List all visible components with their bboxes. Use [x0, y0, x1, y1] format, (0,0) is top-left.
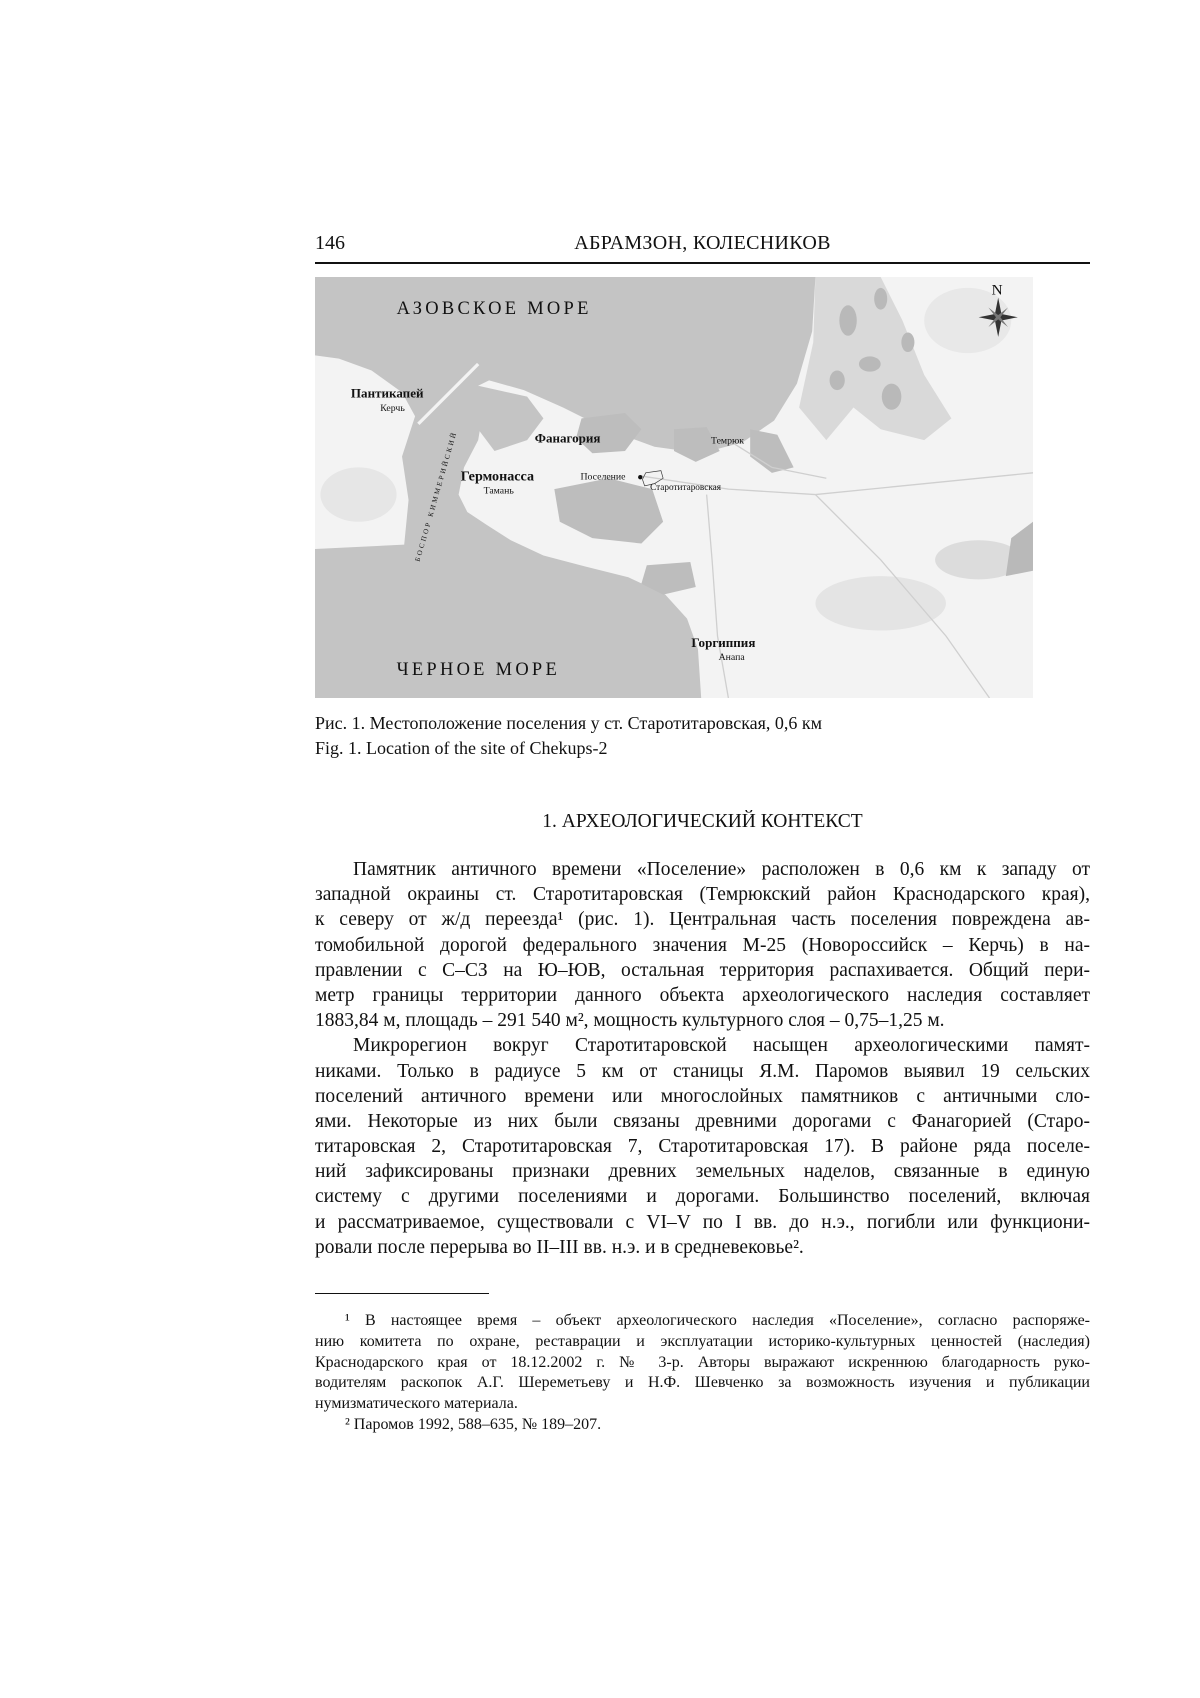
- figure-caption-en: Fig. 1. Location of the site of Chekups-2: [315, 736, 607, 760]
- footnote-rule: [315, 1293, 489, 1294]
- sea-label-azov: АЗОВСКОЕ МОРЕ: [397, 298, 592, 318]
- paragraph-line: метр границы территории данного объекта археологического наследия составляет: [315, 983, 1090, 1008]
- paragraph-line: томобильной дорогой федерального значения М-25 (Новороссийск – Керчь) в на-: [315, 933, 1090, 958]
- footnote-line: Краснодарского края от 18.12.2002 г. № 3-р. Авторы выражают искреннюю благодарность руко-: [315, 1353, 1090, 1374]
- paragraph-line: и рассматриваемое, существовали с VI–V по I вв. до н.э., погибли или функциони-: [315, 1210, 1090, 1235]
- place-germonassa: Гермонасса: [461, 468, 534, 484]
- body-text: [315, 857, 1090, 1260]
- footnote-line: нумизматического материала.: [315, 1394, 1090, 1415]
- settlement-marker: [638, 475, 642, 479]
- figure-caption-ru: Рис. 1. Местоположение поселения у ст. Старотитаровская, 0,6 км: [315, 711, 822, 735]
- place-gorgippia: Горгиппия: [691, 635, 755, 650]
- paragraph-line: западной окраины ст. Старотитаровская (Темрюкский район Краснодарского края),: [315, 882, 1090, 907]
- paragraph-line: ний зафиксированы признаки древних земельных наделов, связанные в единую: [315, 1159, 1090, 1184]
- header-rule: [315, 262, 1090, 264]
- place-fanagoria: Фанагория: [535, 430, 601, 445]
- paragraph-line: титаровская 2, Старотитаровская 7, Старотитаровская 17). В районе ряда поселе-: [315, 1134, 1090, 1159]
- footnote-line: ¹ В настоящее время – объект археологического наследия «Поселение», согласно распоряже-: [315, 1311, 1090, 1332]
- strait-label: БОСПОР КИММЕРИЙСКИЙ: [414, 430, 459, 563]
- place-temryuk: Темрюк: [711, 435, 744, 446]
- footnote-line: нию комитета по охране, реставрации и эксплуатации историко-культурных ценностей (наследия): [315, 1332, 1090, 1353]
- footnote-line: ² Паромов 1992, 588–635, № 189–207.: [315, 1415, 1090, 1436]
- section-heading: 1. АРХЕОЛОГИЧЕСКИЙ КОНТЕКСТ: [315, 811, 1090, 833]
- place-settlement: Поселение: [580, 471, 625, 482]
- paragraph-line: правлении с С–СЗ на Ю–ЮВ, остальная территория распахивается. Общий пери-: [315, 958, 1090, 983]
- paragraph-line: поселений античного времени или многослойных памятников с античными сло-: [315, 1084, 1090, 1109]
- place-starotitarovskaya: Старотитаровская: [650, 482, 722, 492]
- place-kerch: Керчь: [380, 403, 405, 414]
- paragraph-line: 1883,84 м, площадь – 291 540 м², мощность культурного слоя – 0,75–1,25 м.: [315, 1008, 1090, 1033]
- place-taman: Тамань: [484, 485, 515, 496]
- footnotes: [315, 1311, 1090, 1436]
- paragraph-line: никами. Только в радиусе 5 км от станицы Я.М. Паромов выявил 19 сельских: [315, 1059, 1090, 1084]
- sea-label-black: ЧЕРНОЕ МОРЕ: [397, 659, 560, 679]
- location-map: [315, 277, 1033, 698]
- place-pantikapei: Пантикапей: [351, 386, 424, 401]
- place-anapa: Анапа: [719, 652, 746, 663]
- paragraph-line: к северу от ж/д переезда¹ (рис. 1). Центральная часть поселения повреждена ав-: [315, 907, 1090, 932]
- paragraph-line: ями. Некоторые из них были связаны древними дорогами с Фанагорией (Старо-: [315, 1109, 1090, 1134]
- paragraph-line: ровали после перерыва во II–III вв. н.э. и в средневековье².: [315, 1235, 1090, 1260]
- running-title: АБРАМЗОН, КОЛЕСНИКОВ: [315, 232, 1090, 255]
- footnote-line: водителям раскопок А.Г. Шереметьеву и Н.Ф. Шевченко за возможность изучения и публикации: [315, 1373, 1090, 1394]
- paragraph-line: Памятник античного времени «Поселение» расположен в 0,6 км к западу от: [315, 857, 1090, 882]
- north-label: N: [992, 281, 1003, 298]
- page-number: 146: [315, 232, 345, 255]
- paragraph-line: Микрорегион вокруг Старотитаровской насыщен археологическими памят-: [315, 1033, 1090, 1058]
- paragraph-line: систему с другими поселениями и дорогами. Большинство поселений, включая: [315, 1184, 1090, 1209]
